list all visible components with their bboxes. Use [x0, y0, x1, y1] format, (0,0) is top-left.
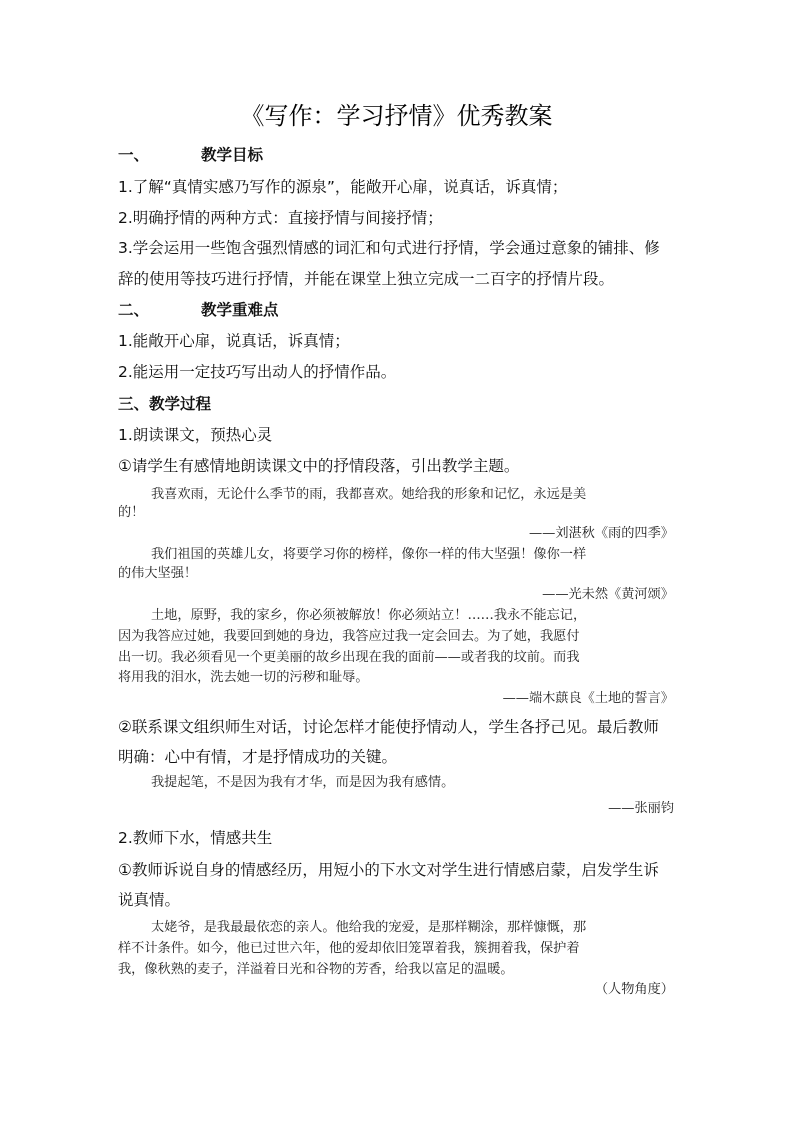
quote-source: （人物角度） [594, 982, 674, 997]
section-title: 教学目标 [201, 146, 264, 164]
process-item: ①教师诉说自身的情感经历，用短小的下水文对学生进行情感启蒙，启发学生诉 [118, 861, 659, 879]
quote-line: 我喜欢雨，无论什么季节的雨，我都喜欢。她给我的形象和记忆，永远是美 [151, 487, 587, 502]
section-title: 教学重难点 [201, 301, 279, 319]
quote-line: 我们祖国的英雄儿女，将要学习你的榜样，像你一样的伟大坚强！像你一样 [151, 547, 587, 562]
process-step-1: 1.朗读课文，预热心灵 [118, 426, 273, 444]
process-item-continued: 明确：心中有情，才是抒情成功的关键。 [118, 748, 398, 766]
quote-line: 将用我的泪水，洗去她一切的污秽和耻辱。 [118, 670, 369, 685]
quote-line: 我提起笔，不是因为我有才华，而是因为我有感情。 [151, 775, 455, 790]
quote-line: 因为我答应过她，我要回到她的身边，我答应过我一定会回去。为了她，我愿付 [118, 629, 580, 644]
difficulty-item: 1.能敞开心扉，说真话，诉真情； [118, 332, 350, 350]
quote-line: 样不计条件。如今，他已过世六年，他的爱却依旧笼罩着我，簇拥着我，保护着 [118, 941, 580, 956]
quote-line: 的伟大坚强！ [118, 566, 198, 581]
section-heading-difficulties [118, 299, 279, 321]
quote-source: ——张丽钧 [608, 801, 674, 816]
quote-line: 我，像秋熟的麦子，洋溢着日光和谷物的芳香，给我以富足的温暖。 [118, 962, 514, 977]
quote-line: 土地，原野，我的家乡，你必须被解放！你必须站立！……我永不能忘记， [151, 608, 587, 623]
quote-source: ——光未然《黄河颂》 [542, 587, 674, 602]
quote-line: 太姥爷，是我最最依恋的亲人。他给我的宠爱，是那样糊涂，那样慷慨，那 [151, 920, 587, 935]
section-number: 一、 [118, 146, 150, 164]
goal-item: 1.了解“真情实感乃写作的源泉”，能敞开心扉，说真话，诉真情； [118, 178, 568, 196]
section-number: 二、 [118, 301, 150, 319]
goal-item: 2.明确抒情的两种方式：直接抒情与间接抒情； [118, 209, 443, 227]
process-item: ①请学生有感情地朗读课文中的抒情段落，引出教学主题。 [118, 457, 520, 475]
document-title: 《写作：学习抒情》优秀教案 [240, 102, 553, 130]
quote-line: 的！ [118, 505, 145, 520]
process-step-2: 2.教师下水，情感共生 [118, 829, 273, 847]
quote-source: ——端木蕻良《土地的誓言》 [502, 691, 674, 706]
goal-item-continued: 辞的使用等技巧进行抒情，并能在课堂上独立完成一二百字的抒情片段。 [118, 270, 615, 288]
difficulty-item: 2.能运用一定技巧写出动人的抒情作品。 [118, 363, 397, 381]
process-item: ②联系课文组织师生对话，讨论怎样才能使抒情动人，学生各抒己见。最后教师 [118, 718, 659, 736]
goal-item: 3.学会运用一些饱含强烈情感的词汇和句式进行抒情，学会通过意象的铺排、修 [118, 239, 660, 257]
section-heading-goals [118, 144, 263, 166]
quote-source: ——刘湛秋《雨的四季》 [528, 526, 674, 541]
section-heading-process: 三、教学过程 [118, 395, 212, 413]
quote-line: 出一切。我必须看见一个更美丽的故乡出现在我的面前——或者我的坟前。而我 [118, 650, 580, 665]
process-item-continued: 说真情。 [118, 891, 181, 909]
